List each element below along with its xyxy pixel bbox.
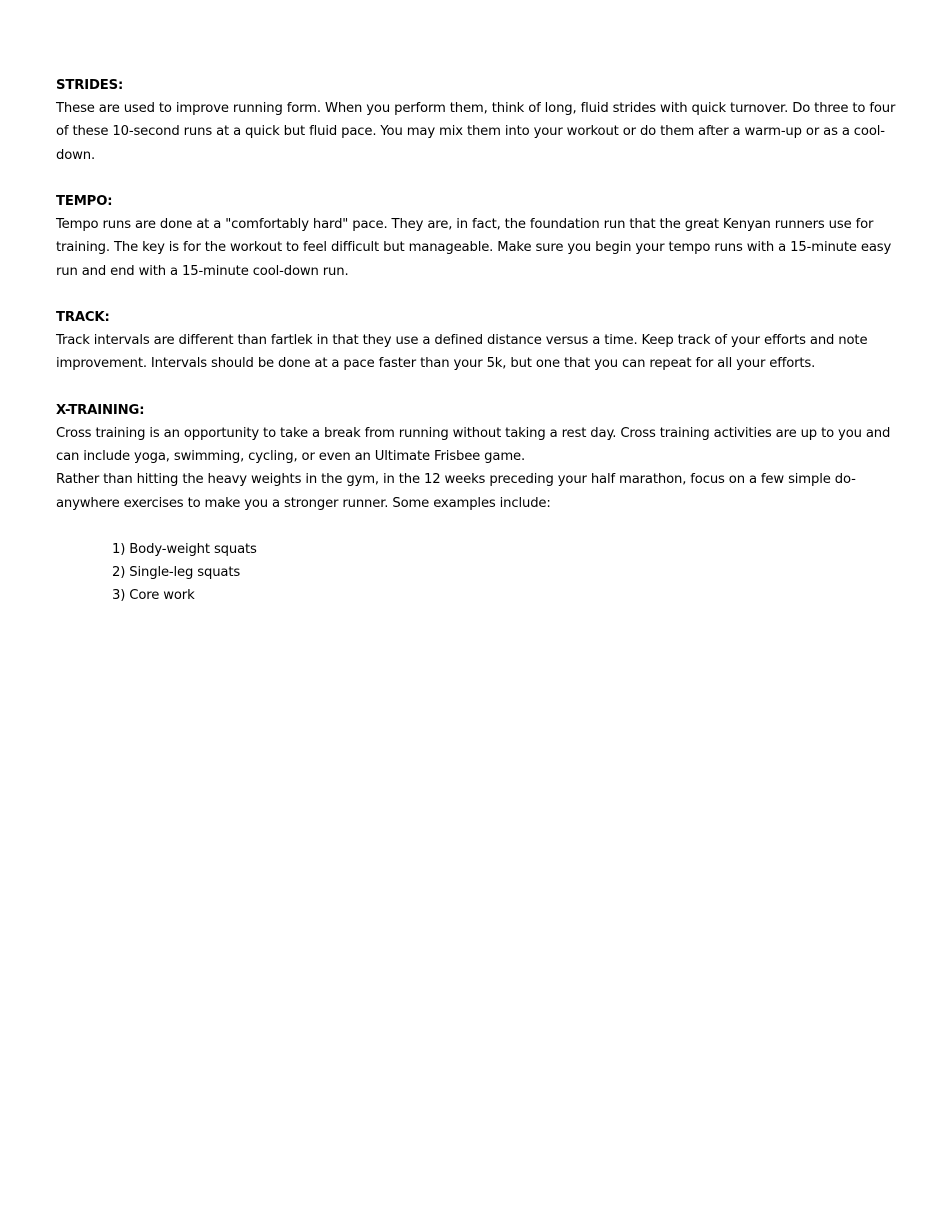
section-paragraph: Track intervals are different than fartlek in that they use a defined distance versus a time. Keep track of your efforts and note improvement. Intervals should be done at a pace faster than your 5k, but one that you can repeat for all your efforts. bbox=[56, 333, 868, 372]
section-track bbox=[56, 306, 896, 376]
section-paragraph: Cross training is an opportunity to take a break from running without taking a rest day. Cross training activities are up to you and can include yoga, swimming, cycling, or even an Ultimate Frisbee game. bbox=[56, 426, 891, 465]
exercise-list bbox=[112, 538, 896, 608]
section-paragraph: Rather than hitting the heavy weights in the gym, in the 12 weeks preceding your half marathon, focus on a few simple do-anywhere exercises to make you a stronger runner. Some examples include: bbox=[56, 472, 856, 511]
section-paragraph: These are used to improve running form. When you perform them, think of long, fluid strides with quick turnover. Do three to four of these 10-second runs at a quick but fluid pace. You may mix them into your workout or do them after a warm-up or as a cool-down. bbox=[56, 101, 896, 163]
section-heading: STRIDES: bbox=[56, 78, 124, 93]
list-item: 1) Body-weight squats bbox=[112, 542, 257, 557]
list-item: 2) Single-leg squats bbox=[112, 565, 241, 581]
list-item: 3) Core work bbox=[112, 588, 195, 604]
section-x-training bbox=[56, 399, 896, 608]
section-paragraph: Tempo runs are done at a "comfortably hard" pace. They are, in fact, the foundation run that the great Kenyan runners use for training. The key is for the workout to feel difficult but manageable. Make sure you begin your tempo runs with a 15-minute easy run and end with a 15-minute cool-down run. bbox=[56, 217, 892, 279]
section-strides bbox=[56, 74, 896, 167]
section-heading: TEMPO: bbox=[56, 194, 113, 209]
section-tempo bbox=[56, 190, 896, 283]
section-heading: TRACK: bbox=[56, 310, 110, 325]
document-body bbox=[56, 74, 896, 631]
section-heading: X-TRAINING: bbox=[56, 402, 145, 418]
